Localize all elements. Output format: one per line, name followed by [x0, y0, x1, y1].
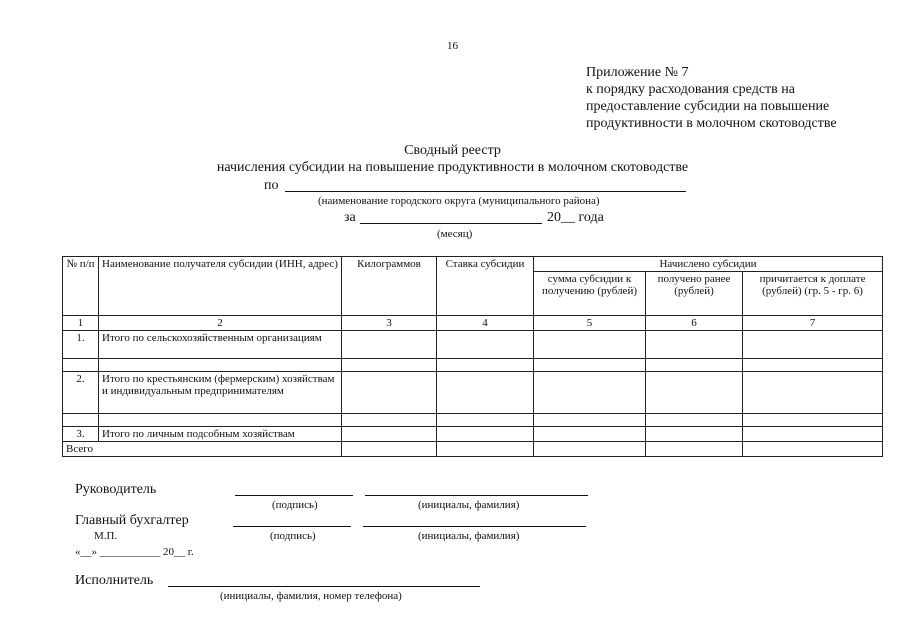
row-name	[99, 359, 342, 372]
header-kilograms: Килограммов	[342, 257, 437, 316]
document-title: Сводный реестр	[404, 143, 501, 158]
row-num: 1.	[63, 331, 99, 359]
header-recipient: Наименование получателя субсидии (ИНН, адрес)	[99, 257, 342, 316]
municipality-caption: (наименование городского округа (муниципального района)	[318, 195, 600, 207]
col-number: 7	[743, 316, 883, 331]
executor-line	[168, 586, 480, 587]
po-label: по	[264, 178, 279, 193]
table-row	[63, 414, 883, 427]
document-subtitle: начисления субсидии на повышение продуктивности в молочном скотоводстве	[216, 160, 689, 175]
table-row	[63, 331, 883, 359]
header-sum: сумма субсидии к получению (рублей)	[534, 272, 646, 316]
header-num: № п/п	[63, 257, 99, 316]
appendix-block	[586, 64, 837, 132]
total-row	[63, 442, 883, 457]
row-num: 2.	[63, 372, 99, 414]
accountant-signature-line	[233, 526, 351, 527]
date-line: «__» ___________ 20__ г.	[75, 546, 194, 558]
col-number: 4	[437, 316, 534, 331]
column-number-row	[63, 316, 883, 331]
col-number: 2	[99, 316, 342, 331]
row-name: Итого по личным подсобным хозяйствам	[99, 427, 342, 442]
row-num	[63, 359, 99, 372]
appendix-line: продуктивности в молочном скотоводстве	[586, 116, 837, 131]
table-row	[63, 427, 883, 442]
executor-caption: (инициалы, фамилия, номер телефона)	[220, 590, 402, 602]
col-number: 5	[534, 316, 646, 331]
signature-caption: (подпись)	[272, 499, 318, 511]
table-row	[63, 372, 883, 414]
col-number: 1	[63, 316, 99, 331]
head-signature-line	[235, 495, 353, 496]
month-blank-line	[360, 223, 542, 224]
head-label: Руководитель	[75, 482, 157, 497]
row-name: Итого по крестьянским (фермерским) хозяйствам и индивидуальным предпринимателям	[99, 372, 342, 414]
appendix-line: к порядку расходования средств на	[586, 82, 795, 97]
accountant-label: Главный бухгалтер	[75, 513, 189, 528]
name-caption: (инициалы, фамилия)	[418, 530, 520, 542]
appendix-title: Приложение № 7	[586, 65, 689, 80]
header-due: причитается к доплате (рублей) (гр. 5 - гр. 6)	[743, 272, 883, 316]
header-received: получено ранее (рублей)	[646, 272, 743, 316]
executor-label: Исполнитель	[75, 573, 154, 588]
page-number: 16	[447, 40, 458, 52]
za-label: за	[344, 210, 356, 225]
name-caption: (инициалы, фамилия)	[418, 499, 520, 511]
header-rate: Ставка субсидии	[437, 257, 534, 316]
total-label: Всего	[63, 442, 342, 457]
stamp-label: М.П.	[94, 530, 118, 542]
col-number: 6	[646, 316, 743, 331]
head-name-line	[365, 495, 588, 496]
table-row	[63, 359, 883, 372]
row-name	[99, 414, 342, 427]
row-name: Итого по сельскохозяйственным организациям	[99, 331, 342, 359]
row-num: 3.	[63, 427, 99, 442]
registry-table	[62, 256, 883, 457]
accountant-name-line	[363, 526, 586, 527]
header-accrued: Начислено субсидии	[534, 257, 883, 272]
municipality-blank-line	[285, 191, 686, 192]
signature-caption: (подпись)	[270, 530, 316, 542]
year-label: 20__ года	[547, 210, 604, 225]
col-number: 3	[342, 316, 437, 331]
appendix-line: предоставление субсидии на повышение	[586, 99, 830, 114]
month-caption: (месяц)	[437, 228, 473, 240]
row-num	[63, 414, 99, 427]
